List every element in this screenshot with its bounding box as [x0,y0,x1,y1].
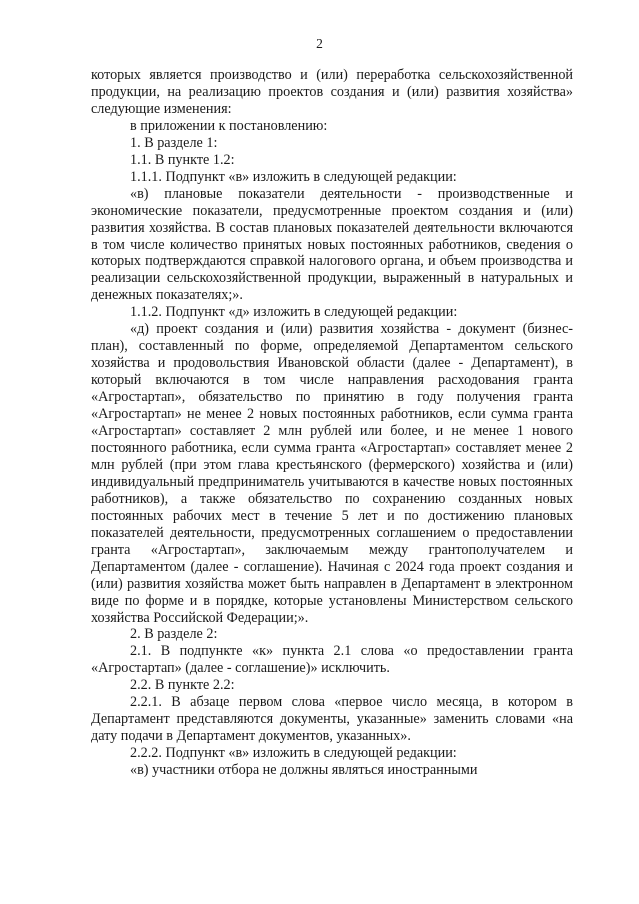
paragraph: 1.1. В пункте 1.2: [130,151,235,168]
paragraph: 2.2.1. В абзаце первом слова «первое число месяца, в котором в Департамент представляются документы, указанные» заменить словами «на дату подачи в Департамент документов, указанных». [91,694,573,745]
paragraph: «д) проект создания и (или) развития хозяйства - документ (бизнес-план), составленный по форме, определяемой Департаментом сельского хозяйства и продовольствия Ивановской области (далее - Департамент), в который включаются в том числе направления расходования гранта «Агростартап», обязательство по принятию в году получения гранта «Агростартап» не менее 2 новых постоянных работников, если сумма гранта «Агростартап» составляет 2 млн рублей или более, и не менее 1 нового постоянного работника, если сумма гранта «Агростартап» составляет менее 2 млн рублей (при этом глава крестьянского (фермерского) хозяйства и (или) индивидуальный предприниматель учитываются в качестве новых постоянных работников), а также обязательство по сохранению созданных новых постоянных рабочих мест в течение 5 лет и по достижению плановых показателей деятельности, предусмотренных соглашением о предоставлении гранта «Агростартап», заключаемым между грантополучателем и Департаментом (далее - соглашение). Начиная с 2024 года проект создания и (или) развития хозяйства может быть направлен в Департамент в электронном виде по форме и в порядке, которые установлены Министерством сельского хозяйства Российской Федерации;». [91,321,573,626]
paragraph: которых является производство и (или) переработка сельскохозяйственной продукции, на реализацию проектов создания и (или) развития хозяйства» следующие изменения: [91,67,573,117]
paragraph: в приложении к постановлению: [130,117,328,134]
paragraph: 2.2. В пункте 2.2: [130,677,235,694]
paragraph: 2.2.2. Подпункт «в» изложить в следующей редакции: [130,745,457,762]
paragraph: 1.1.1. Подпункт «в» изложить в следующей редакции: [130,168,457,185]
paragraph: «в) участники отбора не должны являться иностранными [130,762,478,779]
page-number: 2 [316,36,323,51]
document-body [91,67,573,779]
paragraph: 2. В разделе 2: [130,626,218,643]
paragraph: 1.1.2. Подпункт «д» изложить в следующей редакции: [130,304,458,321]
paragraph: 1. В разделе 1: [130,134,218,151]
paragraph: 2.1. В подпункте «к» пункта 2.1 слова «о предоставлении гранта «Агростартап» (далее - соглашение)» исключить. [91,643,573,677]
paragraph: «в) плановые показатели деятельности - производственные и экономические показатели, предусмотренные проектом создания и (или) развития хозяйства. В состав плановых показателей деятельности включаются в том числе количество принятых новых постоянных работников, сведения о которых подтверждаются справкой налогового органа, и объем производства и реализации сельскохозяйственной продукции, выраженный в натуральных и денежных показателях;». [91,185,573,304]
